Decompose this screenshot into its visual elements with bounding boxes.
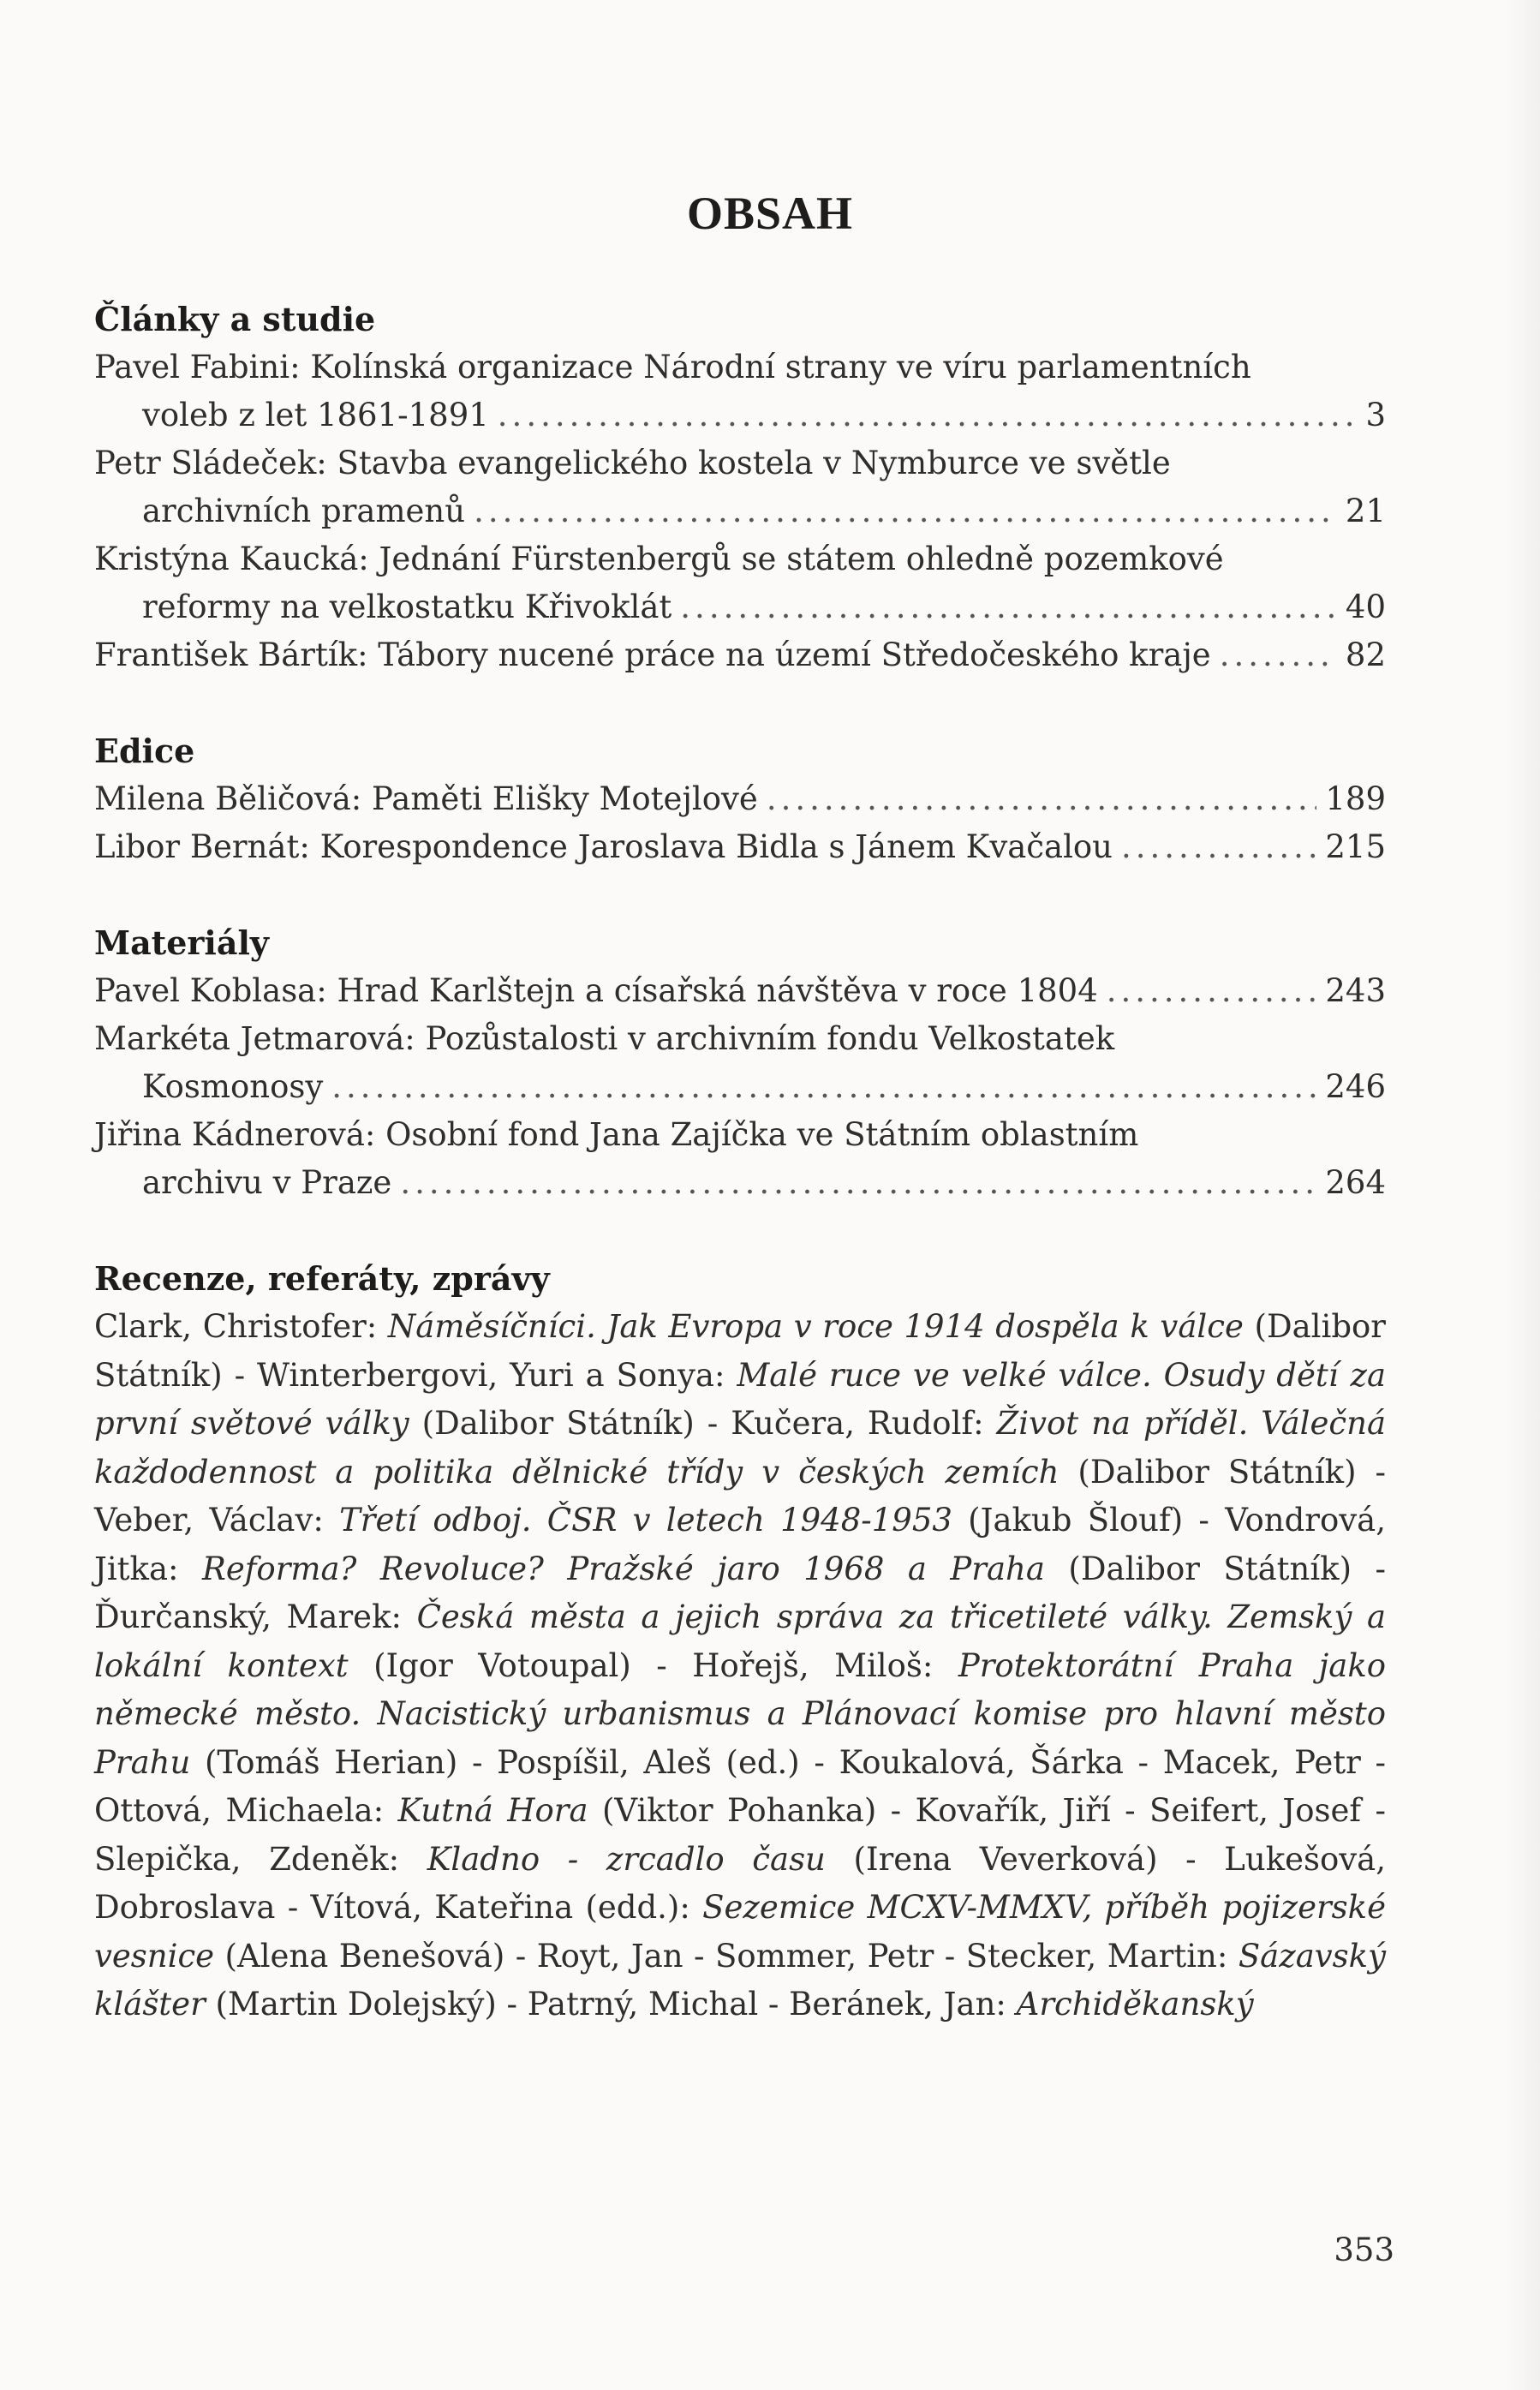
review-book-title: Malé ruce ve velké válce. Osudy dětí za první světové války — [94, 1356, 1387, 1442]
review-book-title: Česká města a jejich správa za třicetileté války. Zemský a lokální kontext — [94, 1598, 1387, 1684]
entry-continuation — [94, 1159, 1386, 1207]
dot-leader — [498, 391, 1358, 439]
section-heading: Edice — [94, 732, 195, 770]
toc-entry — [94, 967, 1386, 1015]
dot-leader — [474, 487, 1337, 535]
dot-leader — [331, 1063, 1316, 1111]
entry-page-number: 215 — [1325, 828, 1386, 865]
entry-title: Jiřina Kádnerová: Osobní fond Jana Zajíčka ve Státním oblastním — [94, 1116, 1139, 1153]
entry-row — [94, 775, 1386, 823]
entry-row — [94, 631, 1386, 679]
review-book-title: Život na příděl. Válečná každodennost a politika dělnické třídy v českých zemích — [94, 1405, 1387, 1491]
reviews-section — [94, 1255, 1386, 2029]
entry-title: Pavel Koblasa: Hrad Karlštejn a císařská návštěva v roce 1804 — [94, 972, 1098, 1009]
section-heading: Články a studie — [94, 300, 376, 338]
reviews-paragraph — [94, 1303, 1386, 2029]
review-text-run: (Martin Dolejský) - Patrný, Michal - Beránek, Jan: — [205, 1986, 1017, 2023]
entry-title: Petr Sládeček: Stavba evangelického kostela v Nymburce ve světle — [94, 445, 1171, 481]
section-heading: Recenze, referáty, zprávy — [94, 1259, 550, 1298]
entry-continuation — [94, 1063, 1386, 1111]
toc-entry — [94, 535, 1386, 631]
entry-page-number: 21 — [1345, 493, 1386, 529]
review-text-run: (Tomáš Herian) - Pospíšil, Aleš (ed.) - Koukalová, Šárka - Macek, Petr - Ottová, Michaela: — [94, 1743, 1386, 1829]
review-book-title: Kutná Hora — [397, 1792, 588, 1829]
entry-continuation — [94, 391, 1386, 439]
dot-leader — [1121, 823, 1316, 871]
section-heading: Materiály — [94, 923, 270, 962]
entry-title: Pavel Fabini: Kolínská organizace Národní strany ve víru parlamentních — [94, 349, 1251, 385]
toc-entry — [94, 775, 1386, 823]
entry-page-number: 189 — [1325, 780, 1386, 817]
review-text-run: (Alena Benešová) - Royt, Jan - Sommer, Petr - Stecker, Martin: — [214, 1937, 1239, 1975]
review-text-run: (Dalibor Státník) - Winterbergovi, Yuri a Sonya: — [94, 1308, 1386, 1394]
entry-title: Kristýna Kaucká: Jednání Fürstenbergů se státem ohledně pozemkové — [94, 541, 1224, 577]
entry-row — [94, 967, 1386, 1015]
review-text-run: Clark, Christofer: — [94, 1308, 388, 1345]
review-book-title: Protektorátní Praha jako německé město. Nacistický urbanismus a Plánovací komise pro hlavní město Prahu — [94, 1646, 1387, 1781]
review-text-run: (Dalibor Státník) - Veber, Václav: — [94, 1453, 1387, 1539]
entry-row — [94, 823, 1386, 871]
review-book-title: Reforma? Revoluce? Pražské jaro 1968 a Praha — [201, 1550, 1045, 1587]
entry-page-number: 246 — [1325, 1068, 1386, 1105]
toc-section — [94, 296, 1386, 679]
entry-title-continued: archivu v Praze — [142, 1164, 392, 1201]
entry-page-number: 264 — [1325, 1164, 1386, 1201]
dot-leader — [1220, 631, 1337, 679]
entry-continuation — [94, 583, 1386, 631]
review-book-title: Náměsíčníci. Jak Evropa v roce 1914 dospěla k válce — [387, 1308, 1244, 1345]
entry-title: Markéta Jetmarová: Pozůstalosti v archivním fondu Velkostatek — [94, 1020, 1115, 1057]
review-text-run: (Jakub Šlouf) - Vondrová, Jitka: — [94, 1502, 1386, 1587]
toc-section — [94, 727, 1386, 871]
toc-entry — [94, 439, 1386, 535]
entry-title: František Bártík: Tábory nucené práce na území Středočeského kraje — [94, 636, 1211, 673]
entry-title-continued: voleb z let 1861-1891 — [142, 397, 489, 433]
review-book-title: Třetí odboj. ČSR v letech 1948-1953 — [339, 1502, 952, 1539]
review-book-title: Sázavský klášter — [94, 1937, 1386, 2023]
review-text-run: (Igor Votoupal) - Hořejš, Miloš: — [348, 1646, 958, 1684]
toc-entry — [94, 1111, 1386, 1207]
entry-page-number: 40 — [1345, 589, 1386, 625]
entry-title-continued: reformy na velkostatku Křivoklát — [142, 589, 672, 625]
entry-title: Milena Běličová: Paměti Elišky Motejlové — [94, 780, 758, 817]
review-book-title: Archiděkanský — [1016, 1986, 1254, 2023]
page-edge-shadow — [1506, 0, 1540, 2390]
table-of-contents — [94, 296, 1386, 2077]
dot-leader — [767, 775, 1317, 823]
review-text-run: (Dalibor Státník) - Ďurčanský, Marek: — [94, 1550, 1387, 1635]
dot-leader — [680, 583, 1337, 631]
review-text-run: (Dalibor Státník) - Kučera, Rudolf: — [409, 1405, 997, 1442]
entry-page-number: 3 — [1365, 397, 1386, 433]
toc-entry — [94, 823, 1386, 871]
entry-page-number: 243 — [1325, 972, 1386, 1009]
toc-entry — [94, 631, 1386, 679]
review-book-title: Kladno - zrcadlo času — [427, 1840, 826, 1878]
entry-title-continued: Kosmonosy — [142, 1068, 324, 1105]
page-number: 353 — [1334, 2232, 1394, 2268]
review-text-run: (Viktor Pohanka) - Kovařík, Jiří - Seifert, Josef - Slepička, Zdeněk: — [94, 1792, 1386, 1878]
review-text-run: (Irena Veverková) - Lukešová, Dobroslava - Vítová, Kateřina (edd.): — [94, 1840, 1387, 1926]
toc-section — [94, 919, 1386, 1207]
entry-title: Libor Bernát: Korespondence Jaroslava Bidla s Jánem Kvačalou — [94, 828, 1113, 865]
review-book-title: Sezemice MCXV-MMXV, příběh pojizerské vesnice — [94, 1889, 1386, 1975]
entry-title-continued: archivních pramenů — [142, 493, 466, 529]
entry-continuation — [94, 487, 1386, 535]
toc-entry — [94, 344, 1386, 439]
page-title: OBSAH — [686, 188, 854, 239]
dot-leader — [400, 1159, 1316, 1207]
entry-page-number: 82 — [1345, 636, 1386, 673]
toc-entry — [94, 1015, 1386, 1111]
toc-sections — [94, 296, 1386, 1207]
dot-leader — [1107, 967, 1317, 1015]
